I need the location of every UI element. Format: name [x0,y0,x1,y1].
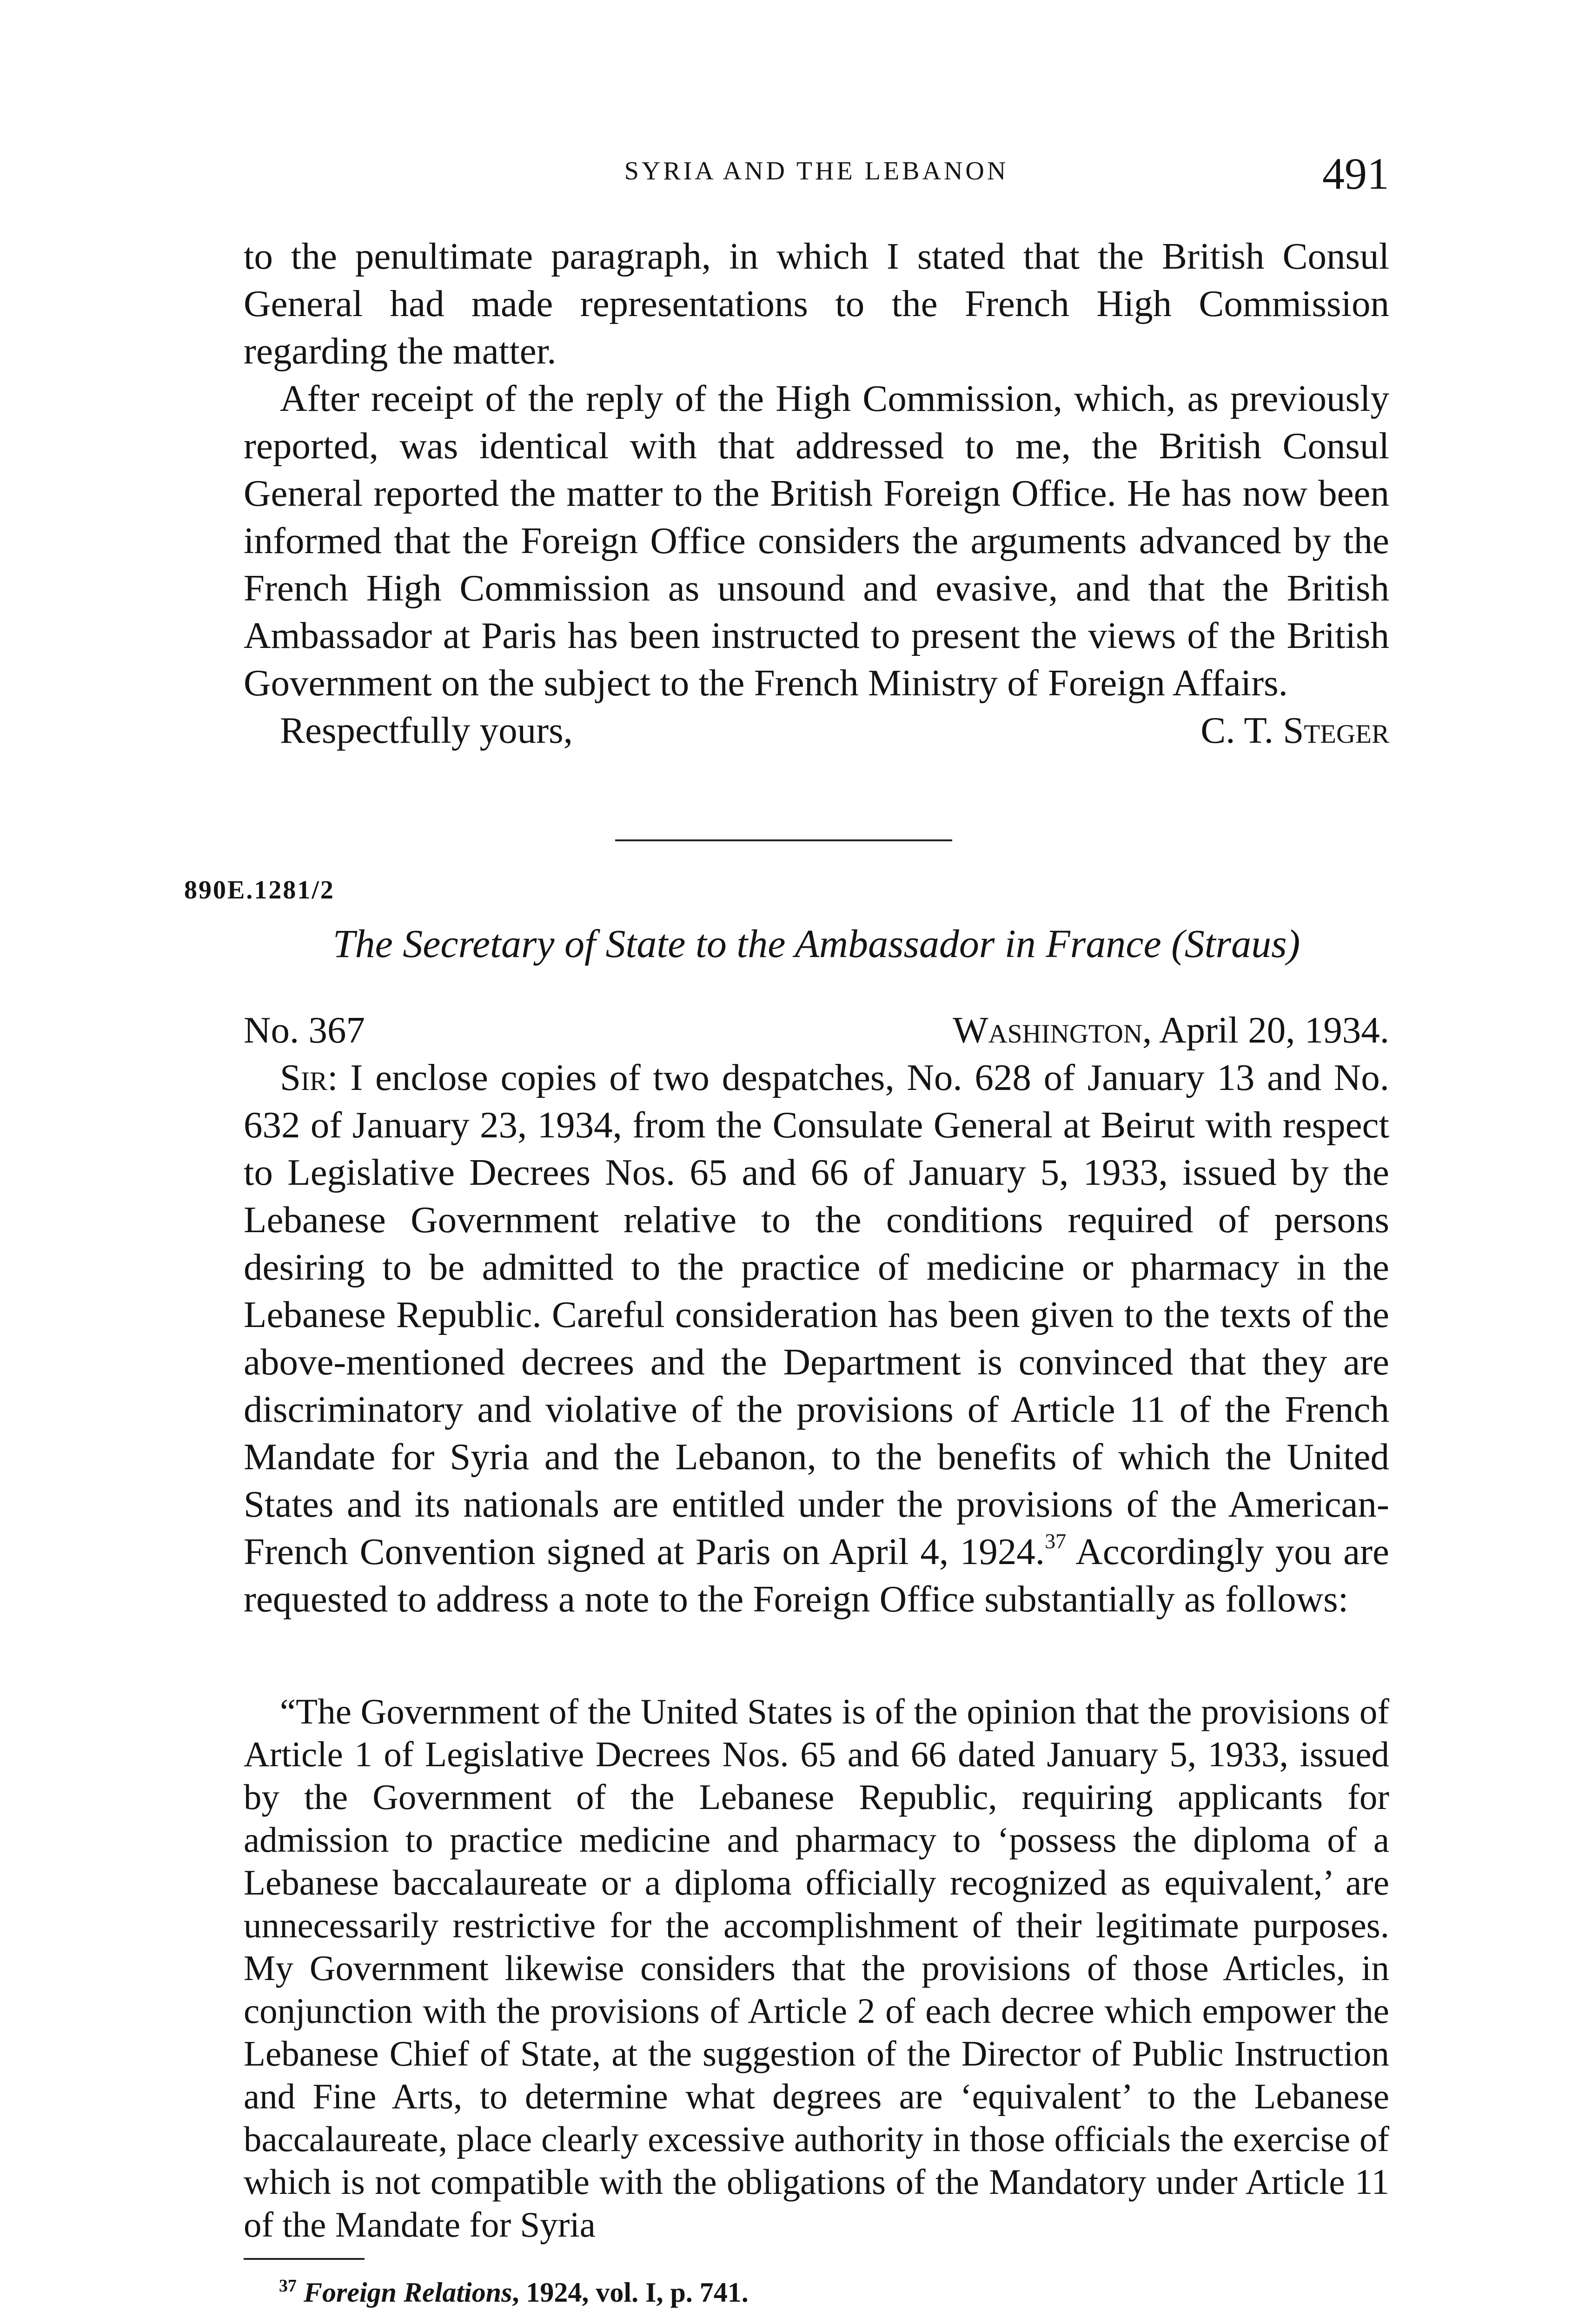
paragraph-continued: to the penultimate paragraph, in which I stated that the British Consul General had made representations to the French High Commission regarding the matter. [244,235,1389,372]
footnote-citation: , 1924, vol. I, p. 741. [512,2277,749,2308]
document-title-addressee: (Straus) [1171,921,1300,966]
letter-continuation [244,232,1389,754]
dateline [244,1006,1389,1054]
place: Washington, [953,1009,1152,1051]
paragraph-text: : I enclose copies of two despatches, No. 628 of January 13 and No. 632 of January 23, 1934, from the Consulate General at Beirut with respect to Legislative Decrees Nos. 65 and 66 of January 5, 1933, issued by the Lebanese Government relative to the conditions required of persons desiring to be admitted to the practice of medicine or pharmacy in the Lebanese Republic. Careful consideration has been given to the texts of the above-mentioned decrees and the Department is convinced that they are discriminatory and violative of the provisions of Article 11 of the French Mandate for Syria and the Lebanon, to the benefits of which the United States and its nationals are entitled under the provisions of the American-French Convention signed at Paris on April 4, 1924. [244,1056,1389,1572]
paragraph-body: After receipt of the reply of the High Commission, which, as previously reported, was identical with that addressed to me, the British Consul General reported the matter to the British Foreign Office. He has now been informed that the Foreign Office considers the arguments advanced by the French High Commission as unsound and evasive, and that the British Ambassador at Paris has been instructed to present the views of the British Government on the subject to the French Ministry of Foreign Affairs. [244,377,1389,704]
paragraph-body [244,1054,1389,1623]
place-date [953,1006,1389,1054]
signature-line [244,706,1389,754]
despatch-body [244,1006,1389,1623]
closing: Respectfully yours, [280,709,573,751]
salutation: Sir [280,1056,328,1098]
paragraph-text-tail: Accordingly you are requested to address a note to the Foreign Office substantially as follows: [244,1531,1389,1620]
page-number: 491 [1322,149,1389,198]
quote-paragraph: “The Government of the United States is of the opinion that the provisions of Article 1 of Legislative Decrees Nos. 65 and 66 dated January 5, 1933, issued by the Government of the Lebanese Republic, requiring applicants for admission to practice medicine and pharmacy to ‘possess the diploma of a Lebanese baccalaureate or a diploma officially recognized as equivalent,’ are unnecessarily restrictive for the accomplishment of their legitimate purposes. My Government likewise considers that the provisions of those Articles, in conjunction with the provisions of Article 2 of each decree which empower the Lebanese Chief of State, at the suggestion of the Director of Public Instruction and Fine Arts, to determine what degrees are ‘equivalent’ to the Lebanese baccalaureate, place clearly excessive authority in those officials the exercise of which is not compatible with the obligations of the Mandatory under Article 11 of the Mandate for Syria [244,1691,1389,2245]
quoted-note [244,1690,1389,2246]
running-head [244,148,1389,199]
footnote-reference: 37 [1045,1529,1067,1553]
section-divider [615,839,952,841]
document-title [244,920,1389,967]
date: April 20, 1934. [1159,1009,1389,1051]
signature [1200,706,1389,754]
file-number: 890E.1281/2 [184,876,335,905]
signer-surname: Steger [1283,709,1389,751]
signer-initials: C. T. [1200,709,1274,751]
footnote-divider [244,2258,365,2260]
running-title: SYRIA AND THE LEBANON [624,157,1009,185]
document-number: No. 367 [244,1009,365,1051]
document-title-main: The Secretary of State to the Ambassador in France [332,921,1161,966]
footnote [279,2276,749,2309]
footnote-title: Foreign Relations [304,2277,512,2308]
footnote-marker: 37 [279,2276,297,2296]
